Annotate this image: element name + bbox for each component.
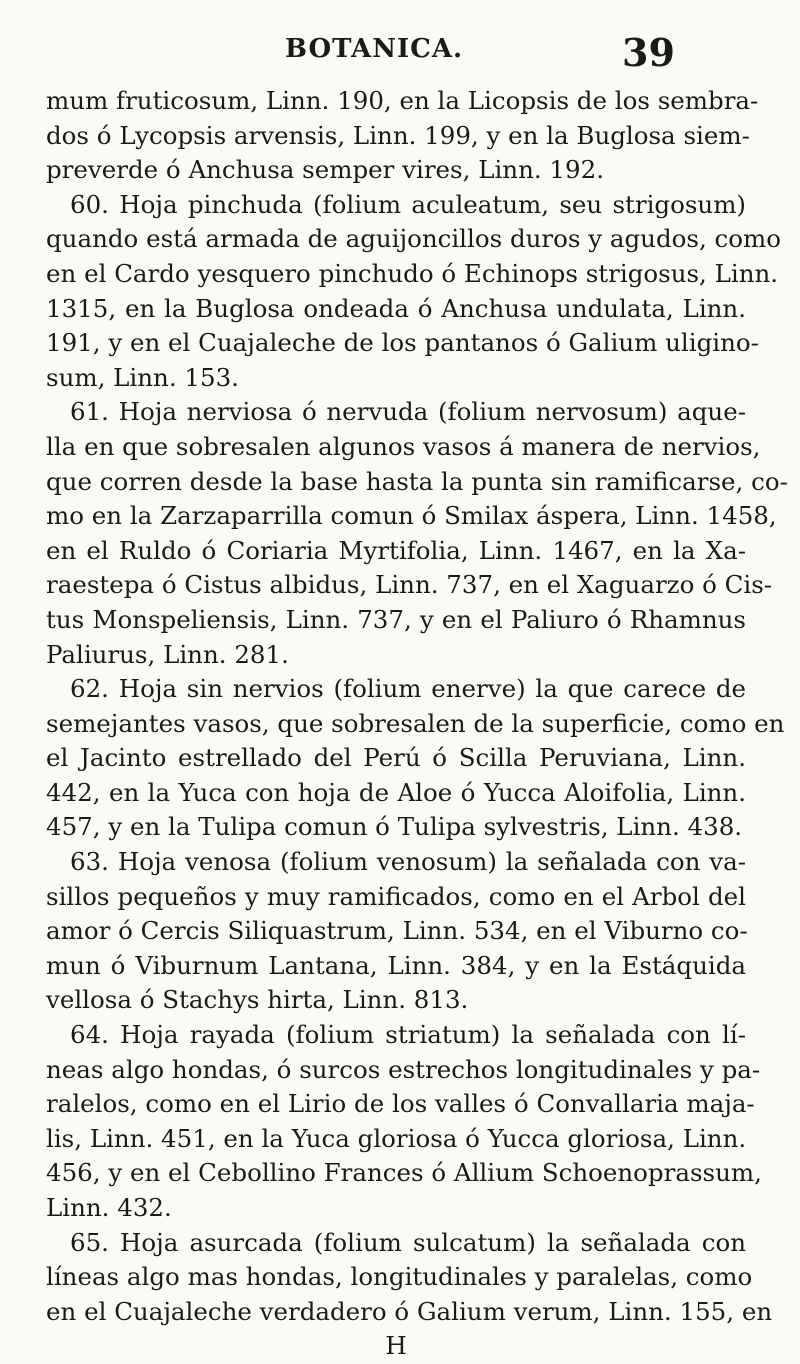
text-line: mo en la Zarzaparrilla comun ó Smilax áspera, Linn. 1458, <box>46 501 777 531</box>
text-line: quando está armada de aguijoncillos duros y agudos, como <box>46 224 781 254</box>
text-line: vellosa ó Stachys hirta, Linn. 813. <box>46 985 469 1015</box>
text-line: el Jacinto estrellado del Perú ó Scilla Peruviana, Linn. <box>46 743 746 773</box>
text-line: 442, en la Yuca con hoja de Aloe ó Yucca Aloifolia, Linn. <box>46 777 746 807</box>
text-line: tus Monspeliensis, Linn. 737, y en el Paliuro ó Rhamnus <box>46 604 746 634</box>
text-line: lla en que sobresalen algunos vasos á manera de nervios, <box>46 431 761 461</box>
text-line: 61. Hoja nerviosa ó nervuda (folium nervosum) aque- <box>70 397 746 427</box>
page-header <box>0 30 800 80</box>
signature-mark: H <box>385 1331 407 1361</box>
running-head: BOTANICA. <box>285 34 464 64</box>
text-line: 457, y en la Tulipa comun ó Tulipa sylvestris, Linn. 438. <box>46 812 743 842</box>
text-line: 60. Hoja pinchuda (folium aculeatum, seu strigosum) <box>70 189 746 219</box>
text-line: 1315, en la Buglosa ondeada ó Anchusa undulata, Linn. <box>46 293 746 323</box>
text-line: 456, y en el Cebollino Frances ó Allium Schoenoprassum, <box>46 1158 762 1188</box>
text-line: sum, Linn. 153. <box>46 362 239 392</box>
text-line: amor ó Cercis Siliquastrum, Linn. 534, en el Viburno co- <box>46 916 748 946</box>
body-text <box>46 84 788 1364</box>
text-line: 64. Hoja rayada (folium striatum) la señalada con lí- <box>70 1020 746 1050</box>
text-line: preverde ó Anchusa semper vires, Linn. 192. <box>46 155 604 185</box>
text-line: mum fruticosum, Linn. 190, en la Licopsis de los sembra- <box>46 86 759 115</box>
page-number: 39 <box>622 30 675 75</box>
text-line: 63. Hoja venosa (folium venosum) la señalada con va- <box>70 847 746 877</box>
text-line: lis, Linn. 451, en la Yuca gloriosa ó Yucca gloriosa, Linn. <box>46 1123 747 1153</box>
text-line: neas algo hondas, ó surcos estrechos longitudinales y pa- <box>46 1054 761 1084</box>
text-line: en el Cuajaleche verdadero ó Galium verum, Linn. 155, en <box>46 1296 773 1326</box>
text-line: Linn. 432. <box>46 1193 172 1222</box>
text-line: en el Cardo yesquero pinchudo ó Echinops strigosus, Linn. <box>46 258 779 288</box>
text-line: que corren desde la base hasta la punta sin ramificarse, co- <box>46 466 788 496</box>
text-line: mun ó Viburnum Lantana, Linn. 384, y en la Estáquida <box>46 950 746 980</box>
text-line: líneas algo mas hondas, longitudinales y paralelas, como <box>46 1262 753 1292</box>
text-line: ralelos, como en el Lirio de los valles ó Convallaria maja- <box>46 1089 755 1119</box>
text-line: Paliurus, Linn. 281. <box>46 639 289 669</box>
text-line: 65. Hoja asurcada (folium sulcatum) la señalada con <box>70 1227 746 1257</box>
text-line: 191, y en el Cuajaleche de los pantanos ó Galium uligino- <box>46 328 759 358</box>
text-line: raestepa ó Cistus albidus, Linn. 737, en el Xaguarzo ó Cis- <box>46 570 773 600</box>
text-line: semejantes vasos, que sobresalen de la superficie, como en <box>46 708 785 738</box>
text-line: 62. Hoja sin nervios (folium enerve) la que carece de <box>70 674 746 704</box>
text-line: en el Ruldo ó Coriaria Myrtifolia, Linn. 1467, en la Xa- <box>46 535 746 565</box>
text-line: dos ó Lycopsis arvensis, Linn. 199, y en la Buglosa siem- <box>46 120 750 150</box>
text-line: sillos pequeños y muy ramificados, como en el Arbol del <box>46 881 746 911</box>
